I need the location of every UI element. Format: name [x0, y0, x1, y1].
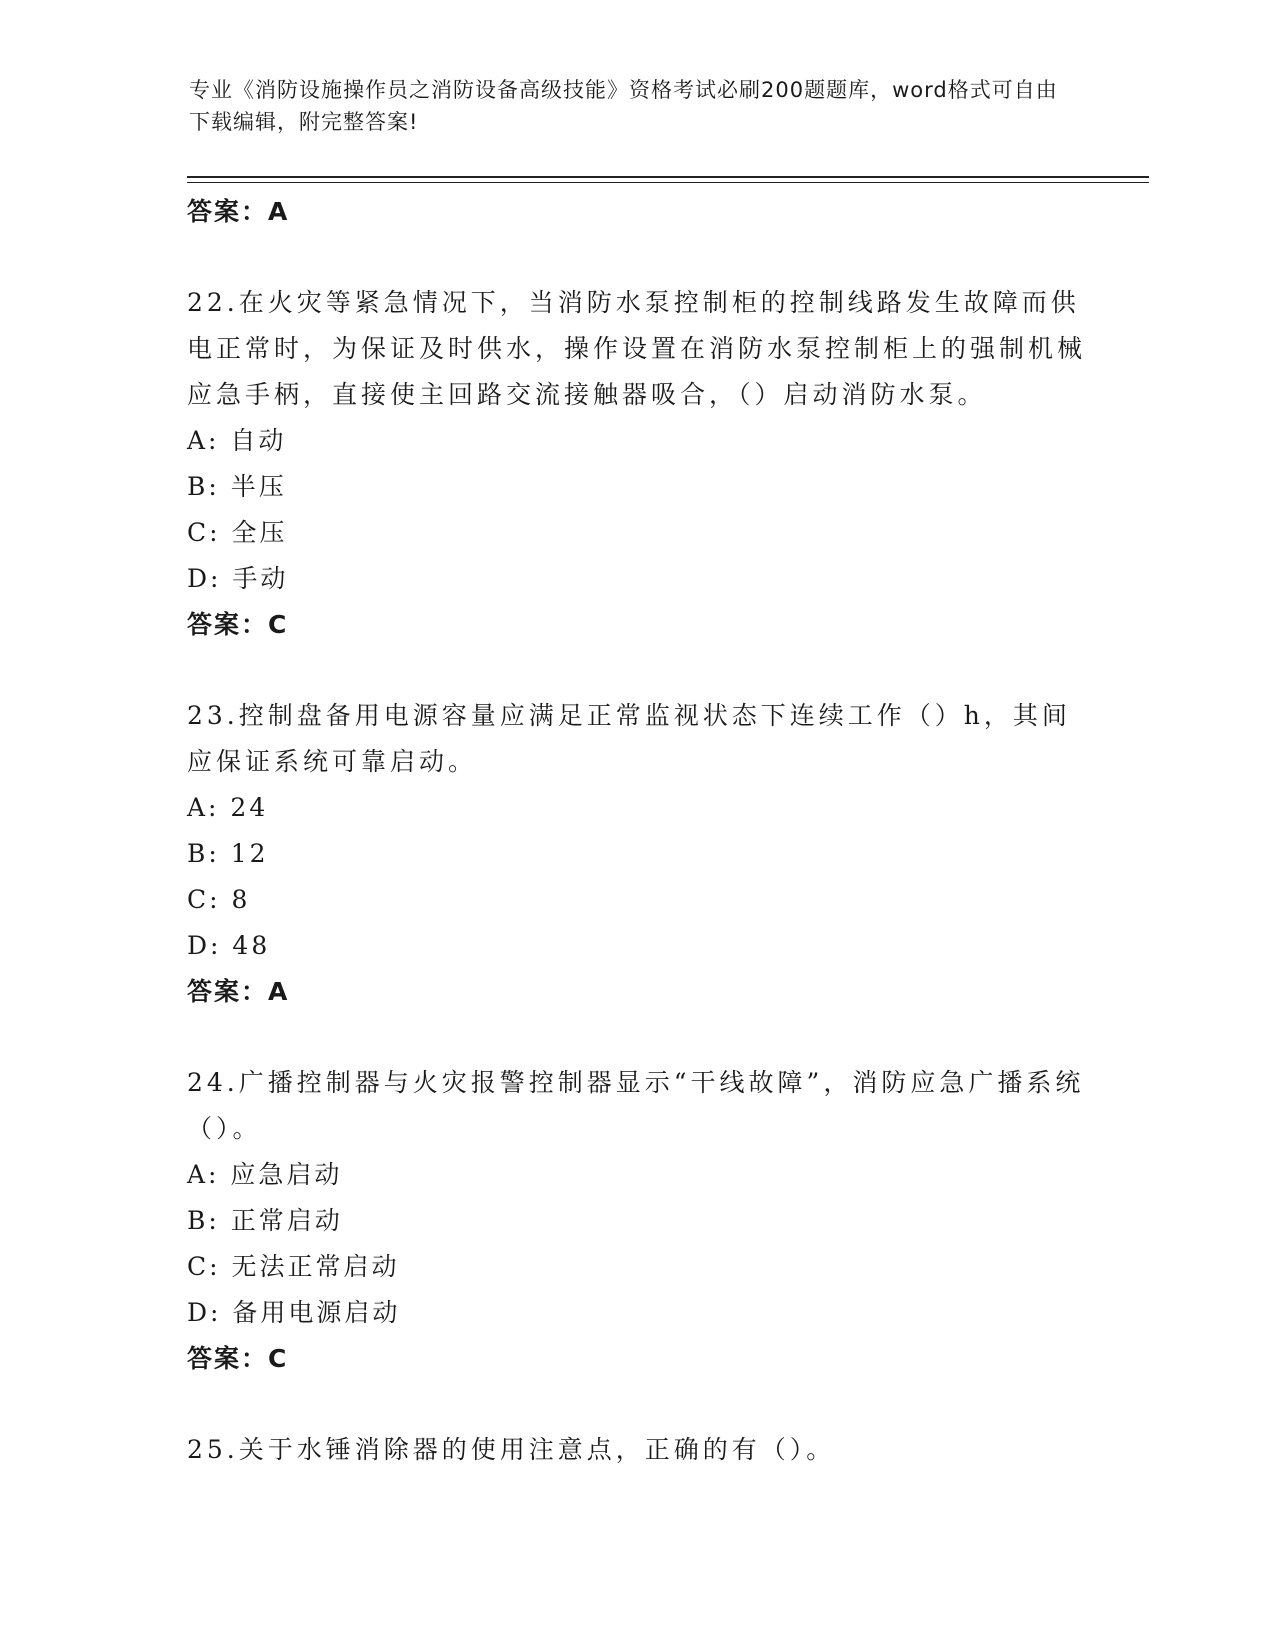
question-22: [187, 280, 1087, 648]
question-23: [187, 693, 1087, 1015]
question-25: [187, 1427, 1087, 1473]
option-b: B: 半压: [187, 472, 287, 501]
answer-label: 答案：A: [187, 197, 290, 226]
option-a: A: 自动: [187, 426, 287, 455]
question-text: 22.在火灾等紧急情况下，当消防水泵控制柜的控制线路发生故障而供电正常时，为保证及时供水，操作设置在消防水泵控制柜上的强制机械应急手柄，直接使主回路交流接触器吸合，（）启动消防水泵。: [187, 288, 1087, 409]
answer-label: 答案：A: [187, 977, 290, 1006]
header-rule-thin: [187, 182, 1149, 183]
header-rule: [187, 176, 1149, 178]
option-d: D: 备用电源启动: [187, 1298, 401, 1327]
answer-label: 答案：C: [187, 1344, 289, 1373]
option-b: B: 12: [187, 839, 269, 868]
option-b: B: 正常启动: [187, 1206, 343, 1235]
question-list: [187, 189, 1087, 1473]
option-a: A: 应急启动: [187, 1160, 343, 1189]
option-d: D: 手动: [187, 564, 289, 593]
document-header: 专业《消防设施操作员之消防设备高级技能》资格考试必刷200题题库，word格式可自由下载编辑，附完整答案!: [189, 78, 1058, 134]
option-c: C: 全压: [187, 518, 288, 547]
option-c: C: 无法正常启动: [187, 1252, 400, 1281]
option-a: A: 24: [187, 793, 269, 822]
answer-label: 答案：C: [187, 610, 289, 639]
question-text: 24.广播控制器与火灾报警控制器显示“干线故障”，消防应急广播系统（）。: [187, 1068, 1085, 1143]
question-text: 25.关于水锤消除器的使用注意点，正确的有（）。: [187, 1435, 836, 1464]
option-c: C: 8: [187, 885, 251, 914]
option-d: D: 48: [187, 931, 271, 960]
question-text: 23.控制盘备用电源容量应满足正常监视状态下连续工作（）h，其间应保证系统可靠启动。: [187, 701, 1071, 776]
question-24: [187, 1060, 1087, 1382]
